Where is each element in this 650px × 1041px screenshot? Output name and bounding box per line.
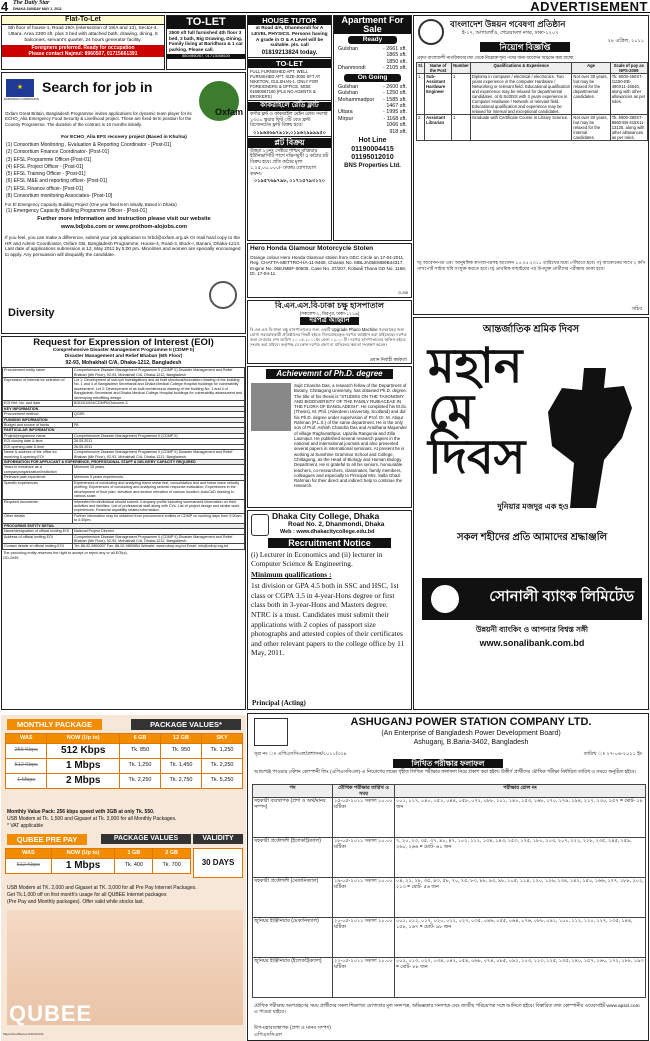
bids-cell: 1 — [452, 115, 471, 141]
apscl-footer: মৌখিক পরীক্ষায় অংশগ্রহণের সময় প্রার্থীদের সকল শিক্ষাগত যোগ্যতার মূল সনদপত্র, অভিজ্ঞতার সনদপত্র এবং জাতীয় পরিচয়পত্র সঙ্গে আনিতে হইবে। বিস্তারিত তথ্য কোম্পানীর ওয়েবসাইট www.apscl.com এ পাওয়া যাইবে। — [254, 1004, 640, 1015]
eoi-value: Further information may be obtained from procurement entities of CDMP on working days from 9:00am to 4:30pm. — [73, 513, 245, 523]
dcc-posts: (i) Lecturer in Economics and (ii) lecturer in Computer Science & Engineering. — [251, 550, 383, 569]
eoi-sub3: 92-93, Mohakhali C/A, Dhaka-1212, Bangladesh — [65, 359, 182, 366]
hotline-label: Hot Line — [358, 137, 387, 145]
apartment-area: Gulshan — [338, 45, 359, 52]
apscl-date: ২২-০৫-২০১১ সকাল ১০.০০ ঘটিকা — [333, 958, 395, 998]
eoi-value: Comprehensive Disaster Management Programme II (CDMP II) Disaster Management and Relief Bhaban (6th Floor), 92-93, Mohakhali C/A, Dhaka-1212, Bangladesh. — [73, 450, 245, 460]
qubee-prepay-table — [5, 848, 191, 874]
eoi-sub2: Disaster Management and Relief Bhaban (6th Floor) — [64, 354, 183, 360]
table-row — [3, 544, 245, 549]
eoi-value: Comprehensive Disaster Management Programme II (CDMP II) Disaster Management and Relief Bhaban (6th Floor), 92-93, Mohakhali C/A, Dhaka-1212, Bangladesh. — [73, 534, 245, 544]
table-row — [6, 743, 243, 758]
table-row — [3, 368, 245, 378]
eu-label: EUROPEAN COMMISSION — [4, 97, 39, 101]
qubee-pvals: PACKAGE VALUES — [101, 834, 191, 844]
apartment-area: Gulshan — [338, 90, 359, 97]
bids-col-header: Number — [452, 63, 471, 74]
apscl-post: সহকারী ব্যবস্থাপক (প্রশা ও অর্থ/মানব সম্পদ) — [253, 798, 333, 838]
qubee-note1: Monthly Value Pack: 256 kbps speed with 3GB at only Tk. 550. — [7, 809, 155, 815]
tolet-phone: 8804960/67, 01713008620 — [167, 54, 245, 59]
bn-ad1-title: কাকরাইলে রেডি ফ্লাট — [248, 102, 331, 110]
qubee-price: Tk. 2,250 — [120, 773, 161, 788]
tutor-title: HOUSE TUTOR — [248, 16, 331, 25]
phd-title: Achievemnt of Ph.D. degree — [266, 369, 393, 379]
bids-cell: Diploma in computer / electrical / electronics. Two years experience in the computer Hardware / Networking or relevant field. Educational qualification and experience may be relaxed for departmental candidates. or B.Sc/BSS with 3 years experience in Computer Hardware / Network or relevant field. Educational qualification and experience may be relaxed for internal and exceptional candidates. — [471, 74, 571, 115]
table-row — [3, 450, 245, 460]
qubee-price: Tk. 1,450 — [161, 758, 202, 773]
bn-ad2-body: উত্তরা ১৩নং সেক্টরে পশ্চিম মাত্রিয়ার ইউনিভার্সিটি পাশে দক্ষিণমুখী ৫ কাঠার প্লট বিক্রয় হবে। প্রতি কাঠার মূল্য ১,২৫,০০,০০০/- ঢাকায় যোগাযোগ করুন। — [250, 148, 329, 177]
apartment-size: 1865 sft. — [386, 52, 407, 59]
bids-sign: সচিব — [631, 306, 642, 312]
oxfam-post: (4) EFSL Project Officer - [Post-01] — [6, 163, 84, 170]
tolet-body: 2500 sft full furnished 4th floor 3 bed, 3 bath, Big Drawing, Dining, Family living at Baridhara & 1 car parking. Please call. — [169, 30, 243, 53]
table-row — [253, 838, 646, 878]
oxfam-post: (6) EFSL M&E and reporting officer- [Post-01] — [6, 178, 107, 185]
flat-prefer: Foreigners preferred. Ready for occupation — [2, 45, 164, 51]
eoi-label: Specific experiences — [3, 480, 73, 499]
qubee-price: Tk. 1,250 — [120, 758, 161, 773]
eoi-value: Experiences of conducting and analyzing direct shear test, consolidation test and shear wave velocity profiling; Experiences of conducting and analyzing seismic response evaluation; Experiences in the development of floor plan, elevation and section elevation of various location; AutoCAD drawing in various scale. — [73, 480, 245, 499]
eoi-table — [2, 367, 245, 550]
eoi-label: Expression of interest for selection of — [3, 378, 73, 401]
qubee-col-header: NOW (Up to) — [47, 734, 120, 744]
bids-cell: Sub-Assistant Hardware Engineer — [425, 74, 452, 115]
oxfam-section1: For ECHO_Alia EFS recovery project (Based in Khulna) — [61, 135, 187, 140]
bnsb-body: বি.এন.এস.বি-ঢাকা চক্ষু হাসপাতালের জন্য একটি Upgrade Phaco Machine সরবরাহের জন্য যোগ্য সরবরাহকারী প্রতিষ্ঠানের নিকট হইতে সিলমোহরকৃত দরপত্র আহ্বান করা যাইতেছে। দরপত্র জমা দেওয়ার শেষ তারিখ ১০.০৫.২০১১ইং বেলা ১২.০০ টা। দরপত্র হাসপাতালের অফিস হইতে সংগ্রহ করা যাইবে। কর্তৃপক্ষ যে কোন দরপত্র গ্রহণ বা বাতিলের ক্ষমতা সংরক্ষণ করেন। — [250, 327, 407, 348]
eoi-label: Years in existence as a company/organization/institution — [3, 465, 73, 475]
diversity-label: Diversity — [8, 307, 55, 319]
oxfam-section2: For El Emergency Capacity Building Project (One year fixed term initially, Based in Dhaka) — [5, 202, 177, 207]
dcc-notice: Recruitment Notice — [268, 538, 391, 549]
tolet2-body: FULL FURNISHED APT. WELL FURNISHED APT. SIZE-3000 SFT AT NIKETON, GULSHAN-1. ONLY FOR FOREIGNERS & OFFICE. MOB: 01680067160 (PLS NO AGENTS & BROKERS) — [248, 68, 331, 101]
apartment-size: - 2105 sft. — [383, 65, 407, 72]
apscl-banner: লিখিত পরীক্ষার ফলাফল — [393, 759, 503, 768]
bids-cell: 1 — [452, 74, 471, 115]
hero-body: Orange colour Hero Honda Glamour stolen from GEC Circle on 17-04-2011. Reg. CHATTA-METTRO-HA-11-8469, Chassis No. MBLJA05EMB9B44317, Engine No. 05EJMBF-00505. Case No. 37/207, Kotwali Thana GD No. 1168, Dt. 17-04-11. — [250, 254, 407, 277]
oxfam-post: (3) EFSL Programme Officer-[Post-01] — [6, 156, 92, 163]
dcc-addr: Road No. 2, Dhanmondi, Dhaka — [288, 521, 385, 529]
hero-code: D-208 — [398, 290, 408, 295]
oxfam-brand: Oxfam — [214, 107, 243, 117]
bids-notes: খ) আবেদনপত্র এবং আনুষঙ্গিক কাগজপত্রসহ আবেদন ১৫.০৫.২০১১ তারিখের মধ্যে পৌঁছাতে হবে। গ) আবেদনের সাথে ২ কপি পাসপোর্ট সাইজ ছবি সংযুক্ত করতে হবে। ঘ) প্রাথমিক বাছাইয়ের পর উপযুক্ত প্রার্থীদের পরীক্ষায় ডাকা হবে। — [417, 260, 646, 271]
oxfam-intro: Oxfam Great Britain, Bangladesh Programme invites applications for dynamic team player for its ECHO_Alia Emergency Food Security & Livelihood project. These are fixed term position for the Country Programme. The duration of the contract is 10 months initially. — [5, 111, 192, 127]
oxfam-post: (1) Emergency Capacity Building Programme Officer - [Post-01] — [6, 208, 147, 214]
qubee-table — [5, 733, 243, 789]
apartment-area: Dhanmondi — [338, 65, 366, 72]
bnsb-sign: প্রধান নির্বাহী কর্মকর্তা — [369, 356, 407, 362]
qubee-days: 30 DAYS — [193, 848, 243, 878]
apartment-size: - 2600 sft. — [383, 83, 407, 90]
apartment-size: - 1995 sft. — [383, 109, 407, 116]
dcc-min: Minimum qualifications : — [251, 570, 332, 580]
qubee-now: 1 Mbps — [47, 758, 120, 773]
oxfam-post: (8) Consortium monitoring Associates- [Post-10] — [6, 192, 113, 199]
apscl-post: জুনিয়র ইঞ্জিনিয়ার (ইলেকট্রিক্যাল) — [253, 958, 333, 998]
eoi-code: GD-2049 — [3, 556, 19, 561]
bn-ad1-phone: ০১৯৬৪৬৯৭৯১৮,০১৯৬২৯৯৯৯৫০ — [248, 130, 331, 137]
apscl-post: জুনিয়র ইঞ্জিনিয়ার (মেকানিক্যাল) — [253, 918, 333, 958]
hero-title: Hero Honda Glamour Motorcycle Stolen — [250, 245, 374, 252]
eoi-section-heading: INFORMATION FOR APPLICANT & EXPERIENCE, PROFESSIONAL STAFF & DELIVERY CAPACITY REQUIRED — [3, 460, 245, 465]
eoi-label: Name & address of the office for receiving & opening EOI — [3, 450, 73, 460]
bids-col-header: Scale of pay as NPS-2009 — [610, 63, 647, 74]
qubee-brand: QUBEE — [9, 1001, 93, 1026]
qubee-price: Tk. 2,750 — [161, 773, 202, 788]
oxfam-post: (7) EFSL Finance officer- [Post-01] — [6, 185, 83, 192]
apartment-area: Mohammadpur — [338, 96, 375, 103]
oxfam-apply: If you feel, you can make a difference, submit your job application to hrbd@oxfam.org.uk Or mail hard copy to the HR and Admin Coordinator, Oxfam GB, Bangladesh Programme, House-4, Road-3, Block-I, Banani, Dhaka-1213. Last date of applications submission is 12, May 2011 by 5:00 pm. Minorities and women are specially encouraged to apply. Any persuasion will disqualify the candidate. — [5, 235, 241, 257]
dcc-logo-icon — [251, 514, 269, 536]
bnsb-tender: দরপত্র আহ্বান — [300, 317, 359, 325]
page-header — [0, 0, 650, 13]
section-title: ADVERTISEMENT — [530, 0, 648, 13]
flat-contact: Please contact Najmul: 8960507, 01715661391 — [2, 51, 164, 57]
dcc-ad — [247, 510, 412, 710]
apscl-intro: আশুগঞ্জ পাওয়ার স্টেশন কোম্পানী লিঃ (এপিএসসিএল)-এ নিয়োগের লক্ষ্যে গৃহীত লিখিত পরীক্ষার ফলাফল নিম্নে প্রকাশ করা হইল। উত্তীর্ণ প্রার্থীদের মৌখিক পরীক্ষা নির্ধারিত তারিখ ও সময়ে অনুষ্ঠিত হইবে। — [254, 770, 636, 775]
table-header-row — [417, 63, 648, 74]
eoi-value: National Project Director — [73, 529, 245, 534]
eoi-label: Required documents — [3, 499, 73, 513]
bnsb-sub: (সকলেশ-১, মিরপুর, ঢাকা-১২১৬) — [299, 310, 360, 316]
table-row — [417, 115, 648, 141]
masthead: The Daily Star — [13, 0, 50, 6]
eoi-footer: The procuring entity reserves the right to accept or reject any or all EOI(s). — [3, 550, 128, 555]
tolet-ad — [166, 15, 246, 70]
qubee-price: Tk. 850 — [120, 743, 161, 758]
qubee-note2: USB Modem at Tk. 1,500 and Gigaset at Tk. 3,000 for all Monthly Packages. — [7, 816, 177, 822]
table-row — [253, 878, 646, 918]
qubee-price: Tk. 950 — [161, 743, 202, 758]
eoi-label: EOI opening date & time — [3, 444, 73, 449]
eoi-value: Comprehensive Disaster Management Programme II (CDMP II) — [73, 433, 245, 438]
table-row — [253, 958, 646, 998]
table-row — [3, 465, 245, 475]
apscl-rolls: ০০১, ০১২, ০১৭, ০২০, ০২২, ০২৭, ০৩৫, ০৪৬, ০৫৫, ০৬৪, ০৭৬, ০৮৮, ০৯১, ১০০, ১১২, ১২০, ১২৭, ১৩৫, ১৪৪, ১৫৮, ১৬৭ = মোট- ৯৮ জন — [395, 918, 646, 958]
qubee-price: Tk. 400 — [115, 858, 153, 873]
bids-col-header: Age — [572, 63, 610, 74]
qubee-col-header: NOW (Up to) — [51, 849, 115, 859]
qubee-prepay: QUBEE PRE PAY — [7, 834, 87, 845]
eoi-label: Procurement entity name — [3, 368, 73, 378]
apscl-date: ১৫-০৫-২০১১ সকাল ১০.০০ ঘটিকা — [333, 798, 395, 838]
qubee-code: Mayer/Sun/Banner/136/10/211 — [3, 1032, 44, 1036]
oxfam-heading: Search for job in — [42, 79, 153, 95]
qubee-was: 1 Mbps — [6, 773, 47, 788]
eoi-sub1: Comprehensive Disaster Management Programme II (CDMP II) — [52, 348, 195, 354]
table-row — [253, 918, 646, 958]
apartment-size: 1850 sft. — [386, 58, 407, 65]
apartment-title: Apartment For Sale — [334, 16, 411, 34]
apscl-logo-icon — [254, 718, 288, 746]
sonali-web: www.sonalibank.com.bd — [479, 638, 585, 648]
qubee-price: Tk. 700 — [153, 858, 191, 873]
bids-org: বাংলাদেশ উন্নয়ন গবেষণা প্রতিষ্ঠান — [450, 19, 566, 29]
bnsb-tender-ad — [247, 300, 412, 364]
qubee-now: 1 Mbps — [51, 858, 115, 873]
apartment-row — [334, 65, 411, 71]
bids-cell: Tk. 5900-380X7-8560-EB-415X11-13125, along with other allowances as per rules. — [610, 115, 647, 141]
apartment-company: BNS Properties Ltd. — [344, 162, 401, 169]
sonali-slogan: উন্নয়নী ব্যাংকিং ও আপনার বিশ্বস্ত সঙ্গী — [475, 625, 589, 634]
bids-date: ২৮ এপ্রিল, ২০১১ — [607, 38, 644, 44]
dcc-title: Dhaka City College, Dhaka — [272, 511, 380, 521]
oxfam-website: www.bdjobs.com or www.prothom-alojobs.com — [60, 224, 188, 230]
mayday-line: দুনিয়ার মজদুর এক হও — [497, 502, 569, 511]
qubee-was: 256 Kbps — [6, 743, 47, 758]
apartment-row — [334, 129, 411, 135]
apartment-size: 918 sft. — [389, 128, 407, 135]
phd-ad — [247, 366, 412, 508]
ongoing-label: On Going — [344, 74, 401, 82]
bids-cell: Tk. 8000-450X7-11150-EB-490X11-16540, along with other allowances as per rules. — [610, 74, 647, 115]
apscl-col-header: পদ — [253, 785, 333, 798]
eu-flag-icon: ★ — [6, 79, 34, 97]
qubee-values: PACKAGE VALUES* — [131, 719, 241, 730]
eoi-value: QCBS — [73, 412, 245, 417]
qubee-note6: (Pre Pay and Monthly packages). Offer valid while stocks last. — [7, 899, 144, 905]
apartment-size: 1066 sft. — [386, 122, 407, 129]
diversity-seal-icon — [209, 281, 237, 309]
apartment-size: - 1250 sft. — [383, 90, 407, 97]
ongoing-list — [334, 84, 411, 136]
bids-logo-icon — [418, 19, 444, 45]
hotline-1: 01190004415 — [351, 145, 394, 153]
qubee-now: 512 Kbps — [47, 743, 120, 758]
table-header-row — [6, 849, 191, 859]
apscl-sign2: এপিএসসিএল — [254, 1032, 282, 1038]
tutor-column — [247, 15, 332, 241]
oxfam-ad — [1, 72, 246, 334]
eoi-label: Other details — [3, 513, 73, 523]
bids-banner: নিয়োগ বিজ্ঞপ্তি — [480, 42, 570, 52]
apscl-sign: উপ-মহাব্যবস্থাপক (প্রশা ও মানব সম্পদ) — [254, 1025, 331, 1031]
tutor-phone: 01819213824 today. — [248, 50, 331, 58]
table-row — [3, 534, 245, 544]
qubee-monthly: MONTHLY PACKAGE — [7, 719, 102, 730]
flat-to-let-ad — [1, 15, 165, 70]
tolet2-title: TO-LET — [248, 59, 331, 68]
bids-cell: Not over 30 years, but may be relaxed for the departmental candidates. — [572, 74, 610, 115]
oxfam-list1 — [6, 142, 244, 200]
eoi-label: Name/designation of official inviting EOI — [3, 529, 73, 534]
dcc-sign: Principal (Acting) — [252, 698, 306, 707]
bnsb-title: বি.এন.এস.বি-ঢাকা চক্ষু হাসপাতাল — [275, 301, 384, 310]
mayday-tag: সকল শহীদের প্রতি আমাদের শ্রদ্ধাঞ্জলি — [456, 532, 608, 543]
bids-cell: Assistant Librarian — [425, 115, 452, 141]
eoi-value: Comprehensive Disaster Management Programme II (CDMP II) Disaster Management and Relief Bhaban (6th Floor), 92-93, Mohakhali C/A, Dhaka-1212, Bangladesh — [73, 368, 245, 378]
qubee-ad — [1, 715, 246, 1041]
apscl-date: ২০-০৫-২০১১ সকাল ১০.০০ ঘটিকা — [333, 918, 395, 958]
eoi-label: Contact details of official inviting EOI — [3, 544, 73, 549]
phd-body: Sujit Chandra Das, a research fellow of the Department of Botany, Chittagong University, has obtained Ph.D. degree. The title of his thesis is "STUDIES ON THE TAXONOMY AND BIODIVERSITY OF THE FAMILY RUBIACEAE IN THE FLORA OF BANGLADESH". He completed his M.Sc. (Thesis), M. Phil. (Aberdeen University, Scotland) and did his Ph.D. degree under supervision of Prof. Dr. M. Atiqur Rahman (P.L.S.) of the same department. He is the only son of Prof. Ashish Chandra Das and Aradhana Majumder of village Raghunathpur, Upazila Rangunia and Zilla Laxmipur. He published several research papers in the national and international journals and also presented several papers in international seminars. At present he is working at Sunshine Grammar School and College, Chittagong, as the Head of Biology and Human Biology Department. He is grateful to all his seniors, honourable teachers, co-researchers, classmates, family members, colleagues and especially to Principal Mrs. Salla Ghazi Rahman for their direct and indirect help to continue the research. — [294, 383, 408, 489]
eoi-value: Minimum 15 years. — [73, 465, 245, 475]
apscl-addr: Ashuganj, B.Baria-3402, Bangladesh — [413, 739, 529, 746]
apartment-ad — [333, 15, 412, 241]
table-header-row — [6, 734, 243, 744]
qubee-price: Tk. 2,250 — [201, 758, 242, 773]
oxfam-list2 — [6, 208, 244, 214]
table-row — [3, 513, 245, 523]
apscl-rolls: ৭, ২০, ২৩, ৩৫, ৩৭, ৪০, ৪৭, ১০২, ১১২, ১৩৪, ১৪৩, ১৫৩, ১৭৫, ১৮০, ২০৩, ২০৭, ২২২, ২২৮, ২৩৫, ২৪৫, ২৫৯, ২৬০, ২৬৬ = মোট- ৬১ জন — [395, 838, 646, 878]
eoi-value: Minimum 5 years experiences. — [73, 475, 245, 480]
eoi-label: Procurement method — [3, 412, 73, 417]
bids-intro: প্রকৃত বাংলাদেশী নাগরিকদের মধ্য থেকে নিম্নোক্ত শূন্য পদের জন্য আবেদন আহ্বান করা যাচ্ছে: — [417, 55, 575, 60]
apartment-area: Gulshan — [338, 83, 359, 90]
bids-cell: Graduate with Certificate Course in Library Science. — [470, 115, 572, 141]
bn-ad2-phone: ০১৯৫৭৬৯৭৯৮, ০১৭১৫৭৯৩১২০ — [254, 178, 325, 185]
qubee-was: 512 Kbps — [6, 858, 52, 873]
qubee-col-header: 1 GB — [115, 849, 153, 859]
eoi-value: 26.05.2011 — [73, 444, 245, 449]
apscl-post: সহকারী প্রকৌশলী (মেকানিক্যাল) — [253, 878, 333, 918]
eoi-label: Budget and source of funds — [3, 422, 73, 427]
oxfam-post: (1) Consortium Monitoring , Evaluation & Reporting Coordinator - [Post-01] — [6, 142, 172, 148]
qubee-price: Tk. 5,250 — [201, 773, 242, 788]
apscl-title: ASHUGANJ POWER STATION COMPANY LTD. — [350, 716, 592, 728]
table-row — [253, 798, 646, 838]
page-number: 4 — [1, 0, 9, 13]
qubee-note3: * VAT applicable — [7, 823, 44, 829]
apartment-size: 1467 sft. — [386, 102, 407, 109]
eoi-label: Address of official inviting EOI — [3, 534, 73, 544]
fist-icon — [534, 368, 644, 508]
apartment-area: Uttara — [338, 109, 353, 116]
table-row — [3, 480, 245, 499]
table-row — [6, 858, 191, 873]
mayday-title: মহান মে দিবস — [428, 338, 526, 486]
sonali-logo-icon — [428, 582, 462, 616]
qubee-col-header: WAS — [6, 734, 47, 744]
eoi-label: EOI closing date & time — [3, 439, 73, 444]
ready-label: Ready — [348, 36, 397, 44]
bids-table — [416, 62, 648, 141]
bids-col-header: Sl. — [417, 63, 425, 74]
eoi-label: Project/programme name — [3, 433, 73, 438]
eoi-value: Interested firm/individual should submit: Company profile including summarized information on their activities and facilities. List of professional staff along with CVs. List of project design and similar work experiences. Financial capability related information. — [73, 499, 245, 513]
apscl-rolls: ০৪, ২১, ২৮, ৩৫, ৪৩, ৫৮, ৭০, ৭৫, ৮৩, ৮৮, ৯৩, ৯৮, ১০৫, ১১৪, ১২০, ১২৬, ১৩৪, ১৪২, ১৫০, ১৬৬, ১৭৭, ১৮৮, ২০২, ২১৩ = মোট- ৫৬ জন — [395, 878, 646, 918]
dcc-body: 1st division or GPA 4.5 both in SSC and HSC, 1st class or CGPA 3.5 in 4-year-Hons degree or first class both in 3-year-Hons and Masters degree. NTRC is a must. Candidates must submit their applications with 2 copies of passport size photographs and attested copies of their certificates and other relevant papers to the college office by 11 May, 2011. — [251, 581, 405, 658]
table-row — [6, 758, 243, 773]
bids-ad — [413, 15, 649, 315]
dcc-web: Web : www.dhakacitycollege.edu.bd — [280, 528, 375, 535]
oxfam-post: (2) Consortium Finance Coordinator- [Post-01] — [6, 149, 109, 156]
tutor-body: at Road 4/A, Dhanmondi for A LEVEL PHYSICS. Persons having A grade in O & A Level will be suitable. pls. call — [251, 26, 328, 49]
oxfam-post: (5) EFSL Training Officer - [Post-01] — [6, 171, 86, 177]
apscl-date: ১৮-০৫-২০১১ সকাল ১০.০০ ঘটিকা — [333, 838, 395, 878]
apscl-col-header: মৌখিক পরীক্ষার তারিখ ও সময় — [333, 785, 395, 798]
mayday-ad — [413, 317, 649, 710]
sonali-bank-banner: সোনালী ব্যাংক লিমিটেড — [422, 578, 642, 620]
apartment-size: - 1168 sft. — [383, 115, 407, 122]
eoi-value: 26.05.2011 — [73, 439, 245, 444]
qubee-col-header: 12 GB — [161, 734, 202, 744]
eoi-section-heading: KEY INFORMATION — [3, 406, 245, 411]
apartment-size: - 1585 sft. — [383, 96, 407, 103]
eoi-value: BGD/01/004/CDMPII/Outcome-3 — [73, 401, 245, 406]
qubee-note4: USB Modem at TK. 2,000 and Gigaset at TK. 3,000 for all Pre Pay Internet Packages. — [7, 885, 197, 891]
apscl-rolls: ০০২, ০১৩, ০২৭, ০৩৪, ০৪২, ০৫৪, ০৬৮, ০৭৪, ০৮৫, ০৯২, ১০৩, ১১৩, ১২৫, ১৩৫, ১৪০, ১৫৭, ১৬০, ১৭২, ১৮৮, ১৯৩ = মোট- ৮৮ জন — [395, 958, 646, 998]
table-row — [3, 499, 245, 513]
apscl-table — [252, 784, 646, 998]
oxfam-more: Further more information and instruction please visit our website — [37, 216, 211, 222]
bn-ad2-title: প্লট বিক্রয় — [248, 138, 331, 148]
ready-list — [334, 46, 411, 72]
flat-body: 5th floor of house-1, Road 19/A (intersection of 19/A and 13), Sector-4, Uttara. Area 2300 sft. plus 3 bed with attached bath, drawing, dining, 6 balconies, servant's quarter, 24 hours generator facility. — [8, 26, 158, 43]
eoi-section-heading: PARTICULAR INFORMATION — [3, 428, 245, 433]
eoi-ad — [1, 336, 246, 710]
qubee-col-header: WAS — [6, 849, 52, 859]
apscl-date: তারিখ ঃ ২৭-০৪-২০১১ ইং — [583, 751, 642, 757]
apscl-post: সহকারী প্রকৌশলী (ইলেকট্রিক্যাল) — [253, 838, 333, 878]
tolet-title: TO-LET — [167, 16, 245, 29]
eoi-value: Lot 1: Development of sub-soil investigations and as built structural/foundation drawing of the building No. 1 and 4 of Bangladesh Secretariat and Dhaka Medical College Hospital buildings for vulnerability assessment. Lot 2: Development of as built architectural drawing of the building No. 1 and 4 of Bangladesh Secretariat and Dhaka Medical College Hospital buildings for vulnerability assessment and developing retrofitting design. — [73, 378, 245, 401]
table-header-row — [253, 785, 646, 798]
bids-cell: 2. — [417, 115, 425, 141]
hero-honda-ad — [247, 243, 412, 298]
qubee-validity: VALIDITY — [193, 834, 243, 844]
qubee-col-header: 2 GB — [153, 849, 191, 859]
qubee-note5: Get Tk.1,000 off on first month's usage for all QUBEE Internet packages — [7, 892, 167, 898]
eoi-section-heading: FUNDING INFORMATION — [3, 417, 245, 422]
eoi-title: Request for Expression of Interest (EOI) — [33, 337, 214, 348]
bn-ad1-body: কর্ণার ফ্লট ও কাকরাইল মেইন রোড সংলগ্ন ১৩০০ স্কয়ার ফিট ৩টি বেড ফ্রন্ট রিজেনটেড ফ্লাট বিক্রয় হবে। — [250, 111, 328, 129]
apartment-size: - 2661 sft. — [383, 45, 407, 52]
hotline-2: 01195012010 — [351, 154, 394, 162]
bids-cell: Not over 30 years, but may be relaxed for the internal candidates. — [572, 115, 610, 141]
apscl-ad — [247, 713, 649, 1041]
eoi-section-heading: PROCURING ENTITY DETAIL — [3, 523, 245, 528]
table-row — [417, 74, 648, 115]
qubee-now: 2 Mbps — [47, 773, 120, 788]
dateline: DHAKA SUNDAY MAY 1, 2011 — [13, 7, 62, 11]
apscl-date: ১৯-০৫-২০১১ সকাল ১০.০০ ঘটিকা — [333, 878, 395, 918]
apscl-ref: সূত্র নং ঃ এপিএসসিএল/প্রশাসন/২০১১/৩১৮ — [254, 751, 347, 757]
mayday-top: আন্তর্জাতিক শ্রমিক দিবস — [482, 324, 580, 335]
bids-addr: ই-১৭, আগারগাঁও, শেরেবাংলা নগর, ঢাকা-১২০৭ — [462, 30, 559, 36]
bids-col-header: Name of the Post — [425, 63, 452, 74]
eoi-value: Tel: 88-02-9890937 Fax: 88-02-9890854 Website: www.cdmp.org.bd Email: info@cdmp.org.bd — [73, 544, 245, 549]
qubee-price: Tk. 1,250 — [201, 743, 242, 758]
apscl-sub: (An Enterprise of Bangladesh Power Development Board) — [381, 730, 561, 737]
bids-col-header: Qualifications & Experience — [470, 63, 572, 74]
bids-cell: 1. — [417, 74, 425, 115]
qubee-was: 512 Kbps — [6, 758, 47, 773]
flat-title: Flat-To-Let — [2, 16, 164, 25]
qubee-col-header: 6 GB — [120, 734, 161, 744]
apscl-rolls: ০০১, ০১৭, ০৪০, ০৫২, ০৪৪, ০৫৮, ০৭২, ০৮৮, ১০১, ১৪০, ১৫৩, ১৬৮, ১৭০, ১৭৯, ১৯৪, ২১৭, ২৩০, ২৫৭ = মোট- ১৮ জন — [395, 798, 646, 838]
eoi-label: Relevant past experience — [3, 475, 73, 480]
table-row — [6, 773, 243, 788]
phd-photo — [251, 383, 291, 431]
apartment-area: Mirpur — [338, 115, 354, 122]
table-row — [3, 378, 245, 401]
apscl-col-header: পরীক্ষার রোল নং — [395, 785, 646, 798]
eoi-value: PA — [73, 422, 245, 427]
qubee-col-header: SKY — [201, 734, 242, 744]
eoi-label: EOI Ref. No. and date — [3, 401, 73, 406]
